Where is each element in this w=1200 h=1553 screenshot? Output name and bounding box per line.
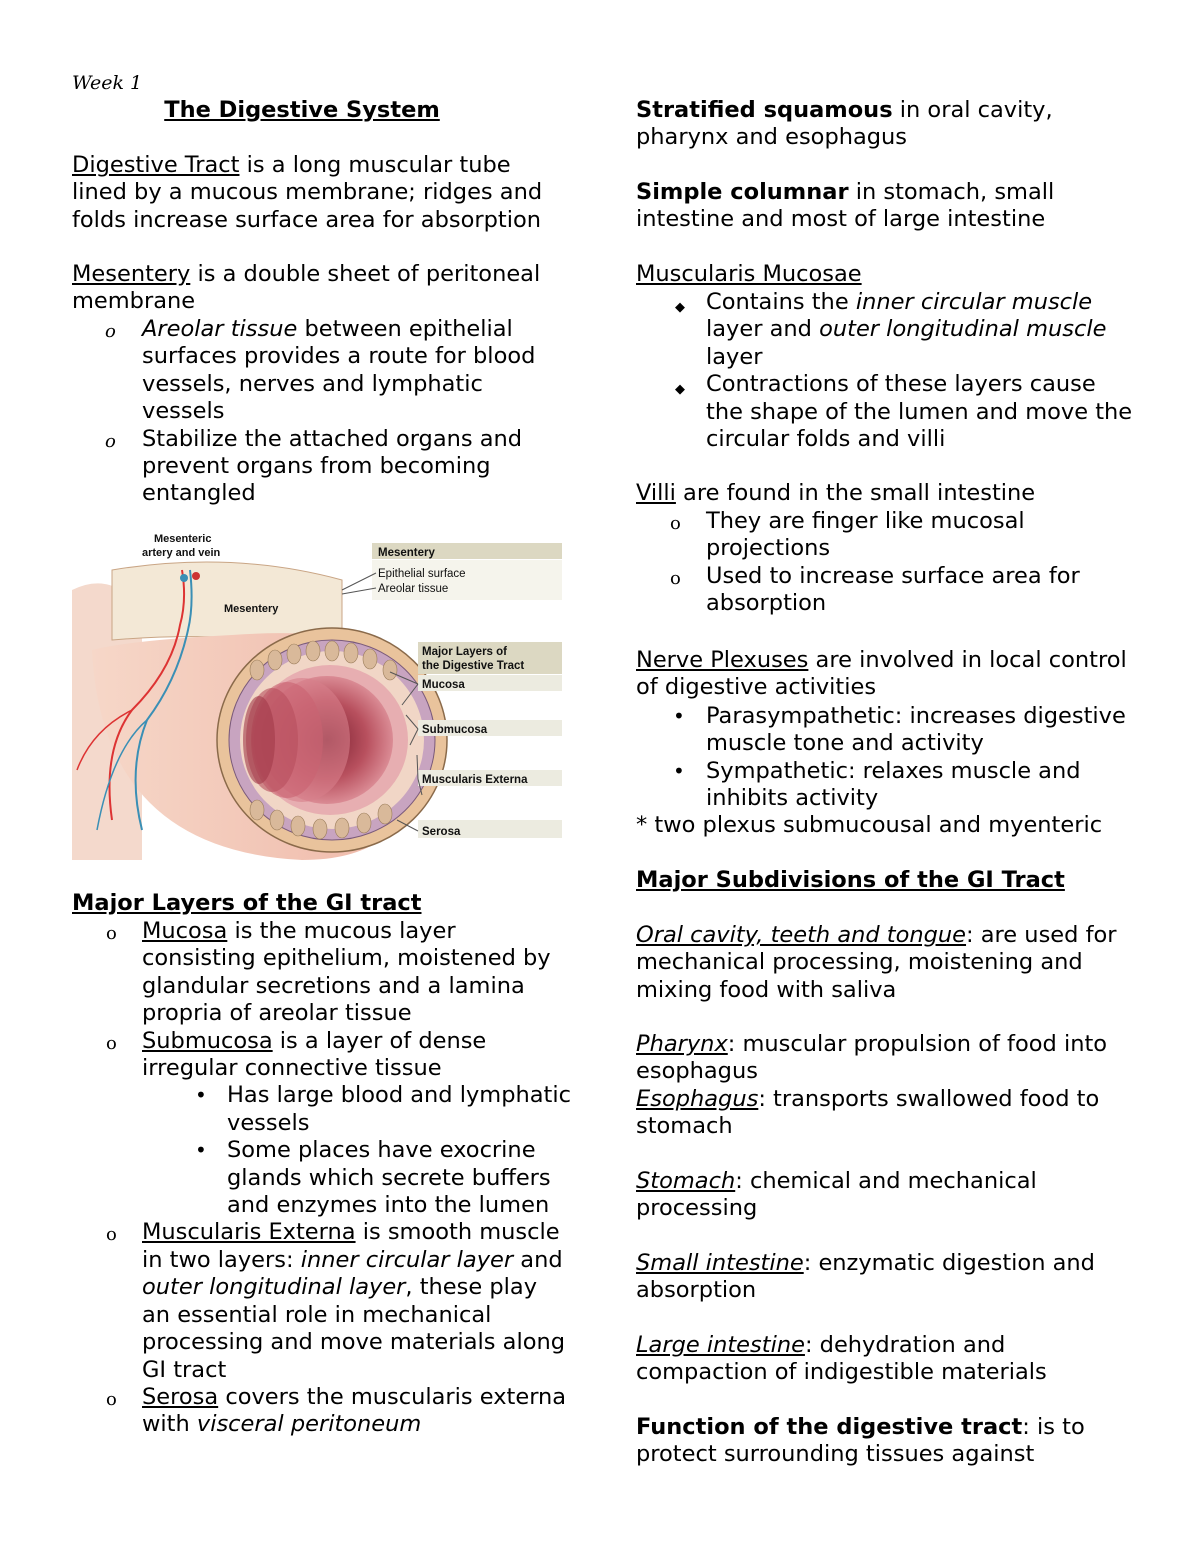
subdivision-large-intestine [636,1332,1086,1387]
list-item [106,1027,572,1083]
list-item [105,425,572,508]
list-item [673,703,1136,758]
subdivision-text: : transports swallowed food to stomach [636,1086,1100,1140]
subdivision-oral [636,922,1136,1004]
mesentery-paragraph [72,261,572,316]
list-item-text: Used to increase surface area for absorption [706,562,1080,617]
artery-vein-label: artery and vein [142,547,221,559]
layer-text: and [513,1246,563,1273]
bullet-marker: ◆ [675,300,685,315]
list-item-text: Has large blood and lymphatic vessels [227,1082,571,1136]
subdivision-term: Large intestine [636,1332,805,1358]
subdivision-stomach [636,1168,1086,1223]
bullet-marker: o [670,513,681,534]
layer-text: is the mucous layer consisting epithelium, moistened by glandular secretions and a lamina propria of areolar tissue [142,918,551,1027]
bullet-marker: o [106,1032,117,1054]
subdivision-text: : dehydration and compaction of indigestible materials [636,1332,1047,1386]
layer-label-mucosa: Mucosa [422,679,465,691]
subdivision-text: : enzymatic digestion and absorption [636,1250,1095,1304]
digestive-tract-diagram [72,530,564,866]
list-item-text: layer and [706,316,820,343]
villi-list [670,508,1136,618]
areolar-tissue-term: Areolar tissue [142,316,298,342]
subdivision-term: Oral cavity, teeth and tongue [636,922,967,948]
subdivision-term: Pharynx [636,1031,728,1057]
list-item-text: layer [706,343,763,370]
layer-term: Muscularis Externa [142,1219,356,1246]
subdivision-text: : are used for mechanical processing, moistening and mixing food with saliva [636,922,1117,1003]
muscularis-mucosae-heading: Muscularis Mucosae [636,261,862,287]
function-text: : is to protect surrounding tissues against [636,1414,1085,1468]
villi-text: are found in the small intestine [675,480,1036,506]
list-item [106,918,572,1028]
bullet-marker: o [105,321,116,342]
submucosa-sublist [142,1082,572,1219]
mesenteric-label: Mesenteric [154,533,212,545]
list-item [673,757,1136,813]
layer-text: is smooth muscle in two layers: [142,1219,560,1273]
list-item-text: Some places have exocrine glands which secrete buffers and enzymes into the lumen [227,1137,551,1219]
digestive-tract-paragraph [72,152,572,234]
simple-columnar-paragraph [636,179,1136,234]
list-item-text: Contains the [706,289,856,315]
bullet-marker: • [195,1138,207,1163]
nerve-text: are involved in local control of digestive activities [636,647,1127,701]
stratified-paragraph [636,97,1136,152]
plexus-note: * two plexus submucousal and myenteric [636,812,1103,838]
nerve-plexuses-paragraph [636,647,1136,702]
list-item [670,508,1136,563]
subdivision-text: : muscular propulsion of food into esophagus [636,1031,1108,1085]
layer-label-muscularis: Muscularis Externa [422,774,528,786]
box1-item: Epithelial surface [378,568,466,580]
layer-text: , these play an essential role in mechanical processing and move materials along GI tract [142,1274,566,1383]
box1-title: Mesentery [378,547,435,559]
stratified-term: Stratified squamous [636,97,893,123]
box1-item: Areolar tissue [378,583,449,595]
list-item [675,371,1136,453]
subdivision-term: Esophagus [636,1086,759,1112]
list-item-text: Stabilize the attached organs and prevent organs from becoming entangled [142,425,523,507]
digestive-tract-text: is a long muscular tube lined by a mucous membrane; ridges and folds increase surface area for absorption [72,152,543,233]
subdivision-small-intestine [636,1250,1136,1305]
bullet-marker: o [106,1224,117,1246]
list-item [675,289,1136,371]
bullet-marker: o [106,1388,117,1410]
stratified-text: in oral cavity, pharynx and esophagus [636,97,1053,151]
list-item-text: between epithelial surfaces provides a route for blood vessels, nerves and lymphatic vessels [142,316,536,425]
list-item [105,316,572,426]
bullet-marker: o [670,567,681,589]
layer-emphasis: outer longitudinal layer [142,1274,406,1301]
subdivisions-heading: Major Subdivisions of the GI Tract [636,867,1065,893]
mesentery-list [105,316,572,508]
muscularis-list [675,289,1136,453]
subdivision-term: Small intestine [636,1250,804,1276]
villi-paragraph [636,480,1136,507]
layer-label-submucosa: Submucosa [422,724,488,736]
list-item-emphasis: inner circular muscle [855,289,1093,315]
layer-text: covers the muscularis externa with [142,1383,567,1438]
nerve-list [673,703,1136,813]
subdivision-text: : chemical and mechanical processing [636,1168,1037,1222]
layer-term: Submucosa [142,1027,273,1054]
bullet-marker: • [195,1083,207,1108]
subdivision-pharynx [636,1031,1156,1086]
bullet-marker: • [673,758,685,783]
list-item-text: They are finger like mucosal projections [706,508,1025,562]
bullet-marker: ◆ [675,382,685,398]
simple-term: Simple columnar [636,179,849,205]
layer-emphasis: visceral peritoneum [196,1411,422,1438]
bullet-marker: • [673,704,685,728]
layer-emphasis: inner circular layer [300,1246,514,1273]
list-item-emphasis: outer longitudinal muscle [819,316,1107,343]
page-title: The Digestive System [164,97,440,123]
list-item [670,562,1136,618]
mesentery-term: Mesentery [72,261,191,287]
list-item [106,1383,572,1439]
digestive-tract-term: Digestive Tract [72,152,240,178]
function-term: Function of the digestive tract [636,1414,1023,1440]
bullet-marker: o [106,923,117,944]
list-item-text: Sympathetic: relaxes muscle and inhibits activity [706,757,1081,812]
list-item [106,1219,572,1383]
bullet-marker: o [105,430,116,452]
list-item [195,1082,572,1137]
box2-title-1: Major Layers of [422,646,507,658]
layer-term: Mucosa [142,918,228,944]
week-label: Week 1 [72,72,143,94]
layer-label-serosa: Serosa [422,826,461,838]
subdivision-term: Stomach [636,1168,736,1194]
nerve-term: Nerve Plexuses [636,647,809,673]
box2-title-2: the Digestive Tract [422,660,525,672]
villi-term: Villi [636,480,676,506]
simple-text: in stomach, small intestine and most of large intestine [636,179,1055,233]
function-paragraph [636,1414,1136,1469]
list-item-text: Parasympathetic: increases digestive muscle tone and activity [706,703,1126,757]
major-layers-list [106,918,572,1439]
layer-text: is a layer of dense irregular connective tissue [142,1027,487,1082]
subdivision-esophagus [636,1086,1156,1141]
mesentery-inner-label: Mesentery [224,603,279,615]
list-item-text: Contractions of these layers cause the shape of the lumen and move the circular folds and villi [706,371,1133,453]
mesentery-text: is a double sheet of peritoneal membrane [72,261,541,315]
list-item [195,1137,572,1219]
major-layers-heading: Major Layers of the GI tract [72,890,422,916]
layer-term: Serosa [142,1383,219,1410]
